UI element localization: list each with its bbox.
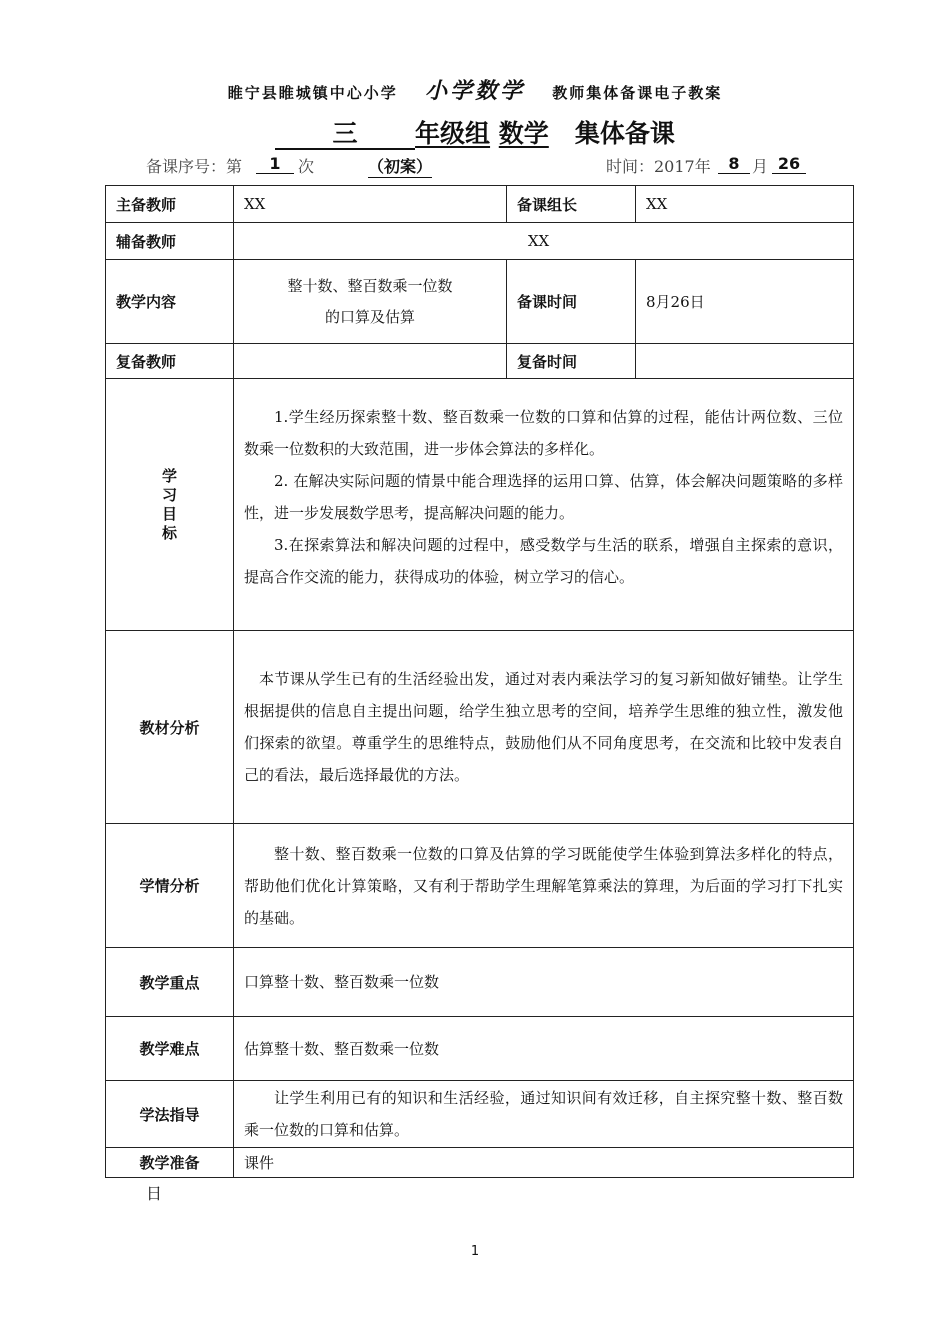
material-label: 教材分析 [106,631,234,824]
table-row [106,948,854,1017]
content-line: 整十数、整百数乘一位数 [287,276,453,295]
table-row [106,344,854,379]
prep-time-label: 备课时间 [507,260,636,344]
review-teacher-value [234,344,507,379]
learner-text: 整十数、整百数乘一位数的口算及估算的学习既能使学生体验到算法多样化的特点，帮助他们优化计算策略，又有利于帮助学生理解笔算乘法的算理，为后面的学习打下扎实的基础。 [244,844,843,927]
sequence-label: 备课序号：第 [146,157,243,176]
page-title [0,114,950,150]
review-time-value [636,344,854,379]
table-row [106,379,854,631]
page-number: 1 [470,1244,480,1259]
table-row [106,824,854,948]
review-teacher-label: 复备教师 [106,344,234,379]
day-value: 26 [772,154,806,174]
goals-label-char: 目 [161,504,177,523]
table-row [106,631,854,824]
month-value: 8 [718,154,750,174]
goals-label-char: 学 [161,466,177,485]
sequence-value: 1 [256,154,294,174]
document-header [0,74,950,105]
table-row [106,1017,854,1081]
title-subject: 数学 [498,119,549,148]
material-text: 本节课从学生已有的生活经验出发，通过对表内乘法学习的复习新知做好铺垫。让学生根据提供的信息自主提出问题，给学生独立思考的空间，培养学生思维的独立性，激发他们探索的欲望。尊重学生的思维特点，鼓励他们从不同角度思考，在交流和比较中发表自己的看法，最后选择最优的方法。 [244,670,843,784]
learner-content [234,824,854,948]
group-leader-value: XX [636,186,854,223]
method-text: 让学生利用已有的知识和生活经验，通过知识间有效迁移，自主探究整十数、整百数乘一位数的口算和估算。 [244,1089,843,1139]
difficulty-text: 估算整十数、整百数乘一位数 [234,1017,854,1081]
time-label: 时间：2017年 [606,157,711,176]
assist-teacher-label: 辅备教师 [106,223,234,260]
sequence-unit: 次 [298,157,315,176]
focus-label: 教学重点 [106,948,234,1017]
month-unit: 月 [752,157,769,176]
group-leader-label: 备课组长 [507,186,636,223]
content-value [234,260,507,344]
goal-item: 3.在探索算法和解决问题的过程中，感受数学与生活的联系，增强自主探索的意识，提高合作交流的能力，获得成功的体验，树立学习的信心。 [244,536,843,586]
prep-label: 教学准备 [106,1148,234,1178]
lesson-plan-table [105,185,854,1178]
table-row [106,186,854,223]
title-suffix: 集体备课 [574,119,675,148]
goals-content [234,379,854,631]
table-row [106,1148,854,1178]
prep-text: 课件 [234,1148,854,1178]
school-name: 睢宁县睢城镇中心小学 [227,84,398,102]
prep-time-value: 8月26日 [636,260,854,344]
table-row [106,260,854,344]
table-row [106,223,854,260]
focus-text: 口算整十数、整百数乘一位数 [234,948,854,1017]
goal-item: 1.学生经历探索整十数、整百数乘一位数的口算和估算的过程，能估计两位数、三位数乘一位数积的大致范围，进一步体会算法的多样化。 [244,408,843,458]
trailing-text: 日 [146,1184,163,1203]
learner-label: 学情分析 [106,824,234,948]
lead-teacher-value: XX [234,186,507,223]
grade-value: 三 [275,120,415,150]
draft-label: （初案） [368,154,432,178]
table-row [106,1081,854,1148]
goals-label [106,379,234,631]
method-content [234,1081,854,1148]
method-label: 学法指导 [106,1081,234,1148]
goals-label-char: 习 [161,485,177,504]
meta-row [0,154,950,180]
goal-item: 2. 在解决实际问题的情景中能合理选择的运用口算、估算，体会解决问题策略的多样性，进一步发展数学思考，提高解决问题的能力。 [244,472,843,522]
goals-label-char: 标 [161,523,177,542]
grade-suffix: 年级组 [415,119,491,148]
content-label: 教学内容 [106,260,234,344]
review-time-label: 复备时间 [507,344,636,379]
lead-teacher-label: 主备教师 [106,186,234,223]
difficulty-label: 教学难点 [106,1017,234,1081]
subject-heading: 小学数学 [424,79,525,104]
document-type: 教师集体备课电子教案 [552,84,723,102]
assist-teacher-value: XX [234,223,854,260]
content-line: 的口算及估算 [324,307,415,326]
material-content [234,631,854,824]
